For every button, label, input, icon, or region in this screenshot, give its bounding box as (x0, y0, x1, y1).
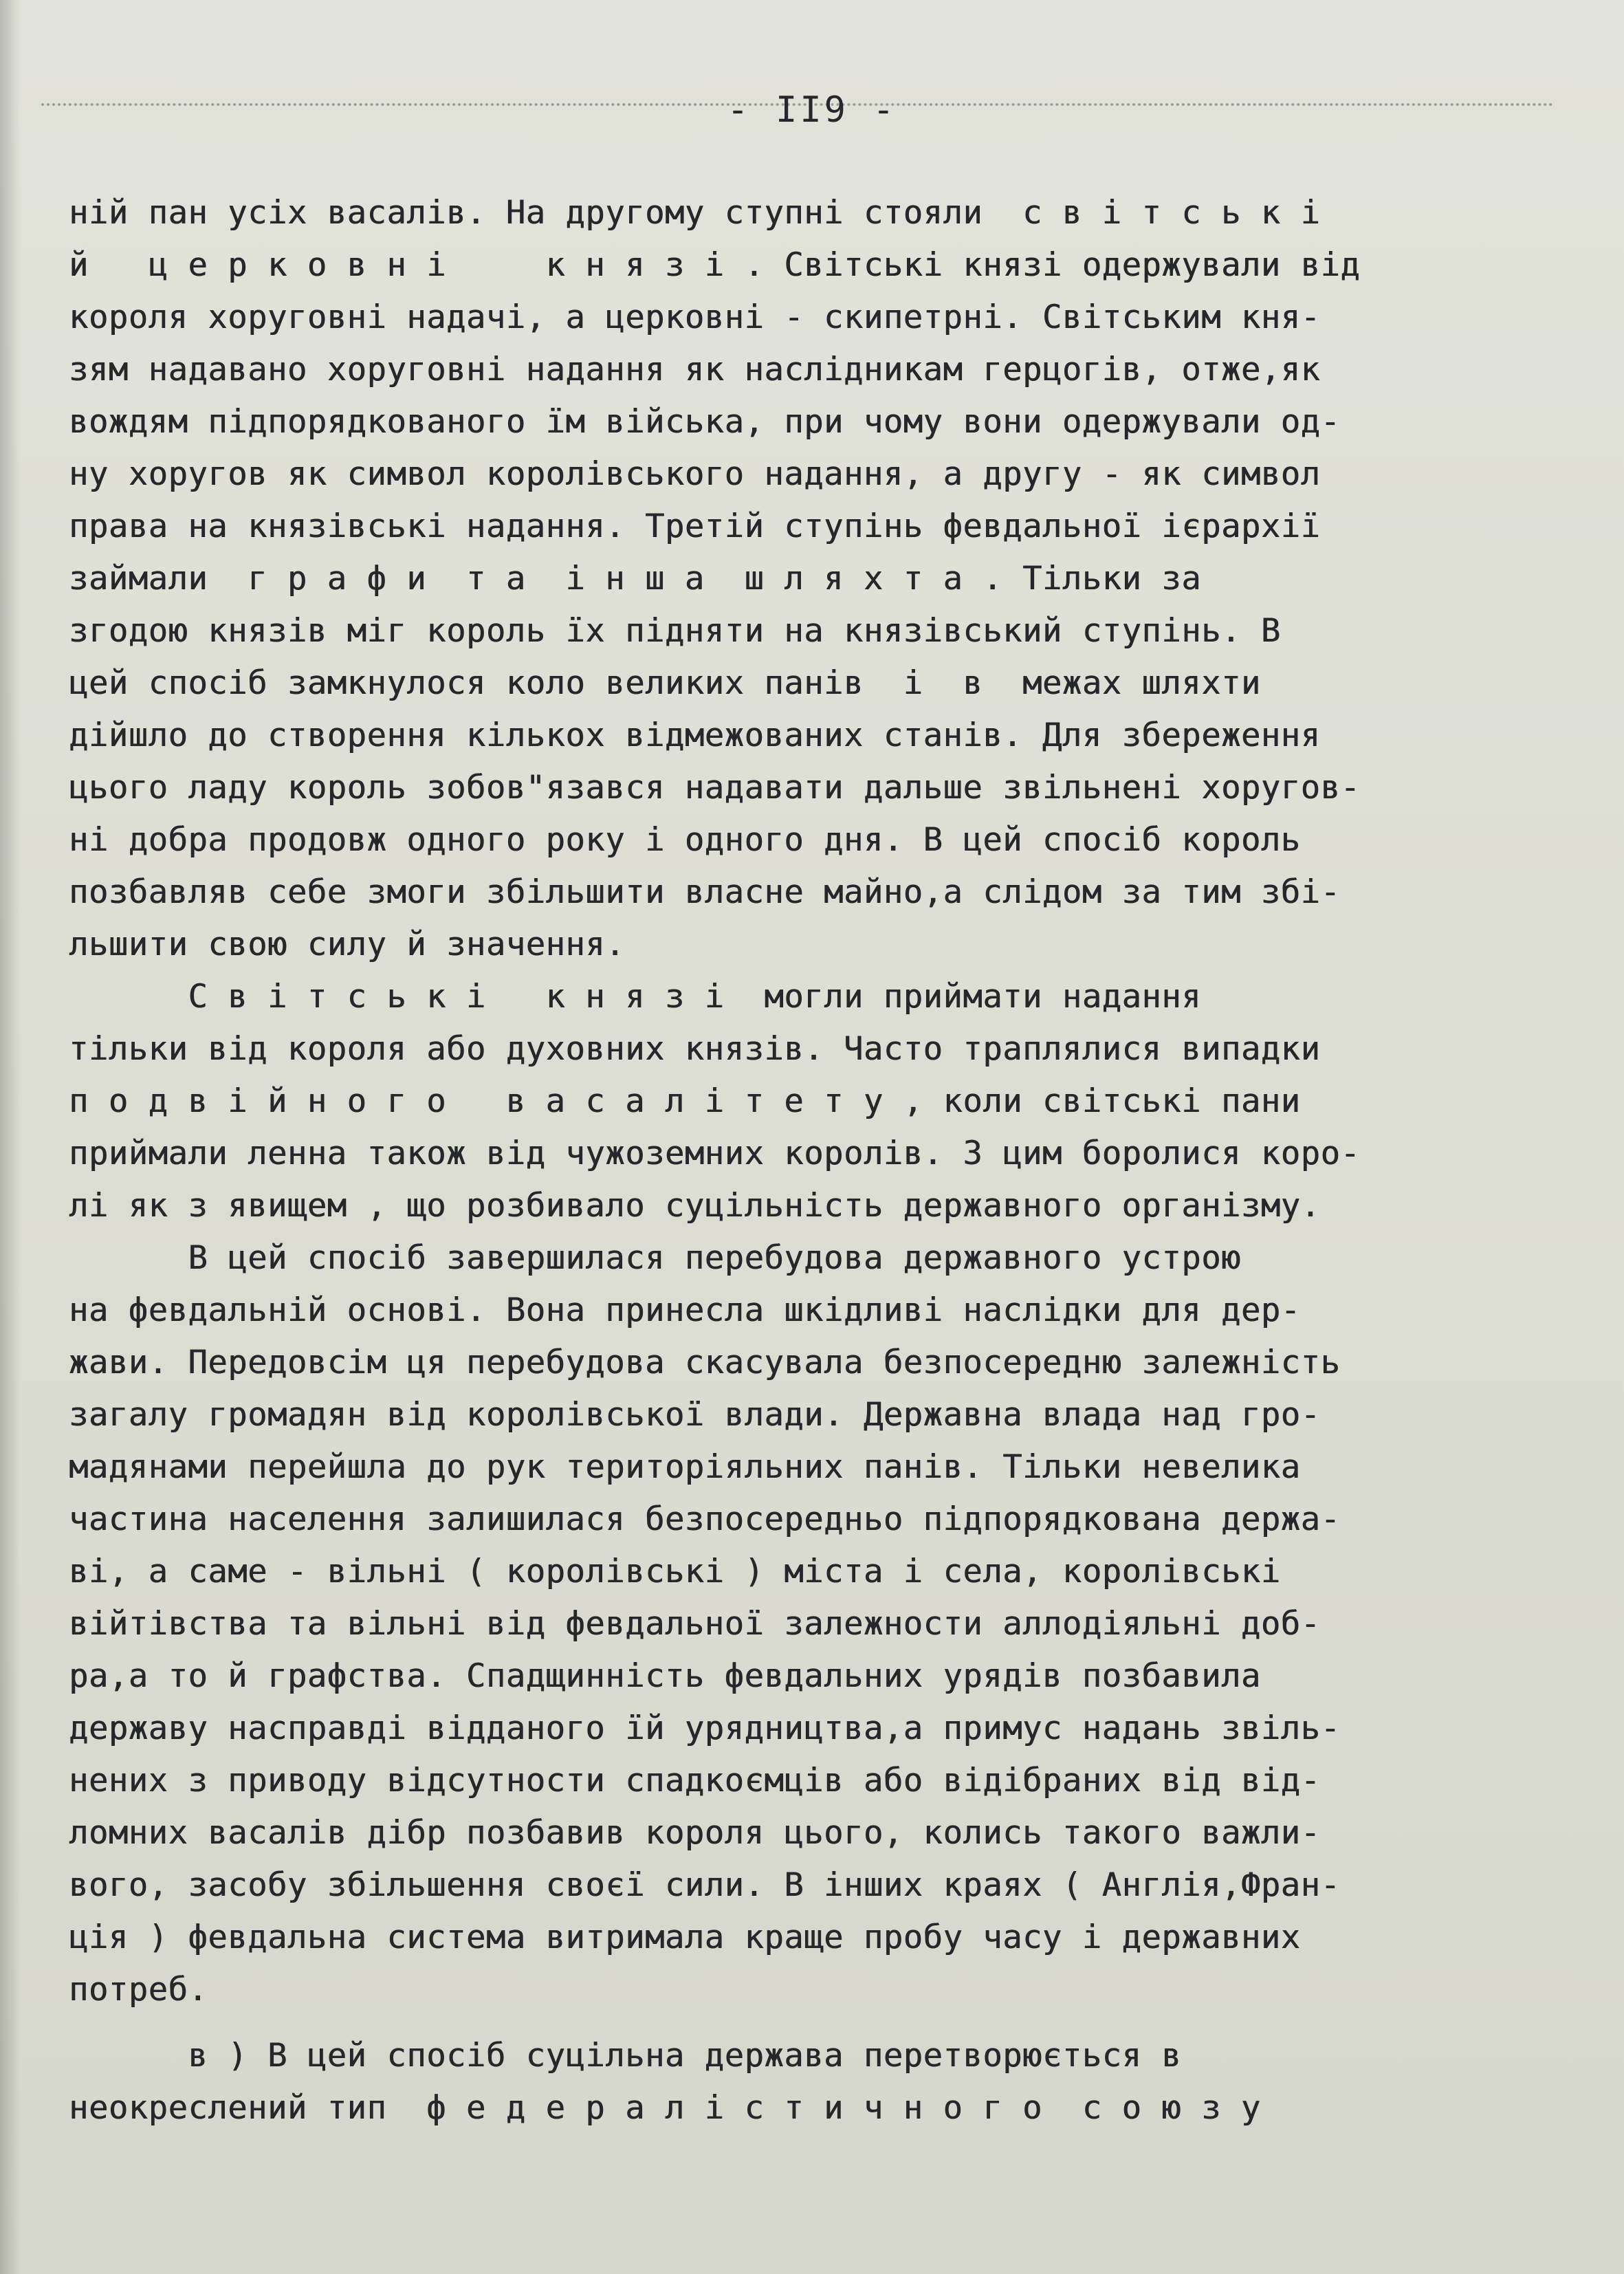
text-line: ві, а саме - вільні ( королівські ) міста і села, королівські (69, 1553, 1281, 1590)
text-line: ні добра продовж одного року і одного дня. В цей спосіб король (69, 821, 1301, 859)
text-line: права на князівські надання. Третій ступінь февдальної ієрархії (69, 507, 1321, 545)
text-line: ція ) февдальна система витримала краще пробу часу і державних (69, 1918, 1301, 1956)
text-line: загалу громадян від королівської влади. Державна влада над гро- (69, 1396, 1321, 1434)
text-line: війтівства та вільні від февдальної залежности аллодіяльні доб- (69, 1605, 1321, 1643)
text-line: В цей спосіб завершилася перебудова державного устрою (69, 1239, 1241, 1277)
text-line: жави. Передовсім ця перебудова скасувала безпосередню залежність (69, 1344, 1341, 1381)
text-line: тільки від короля або духовних князів. Часто траплялися випадки (69, 1030, 1321, 1068)
text-line: потреб. (69, 1971, 208, 2009)
text-line: нених з приводу відсутности спадкоємців або відібраних від від- (69, 1762, 1321, 1800)
text-line: короля хоруговні надачі, а церковні - скипетрні. Світським кня- (69, 298, 1321, 336)
text-line: льшити свою силу й значення. (69, 926, 626, 963)
text-line: цього ладу король зобов"язався надавати дальше звільнені хоругов- (69, 769, 1361, 807)
text-line: ра,а то й графства. Спадщинність февдальних урядів позбавила (69, 1657, 1261, 1695)
text-line: займали г р а ф и т а і н ш а ш л я х т а . Тільки за (69, 560, 1202, 598)
text-line: ну хоругов як символ королівського надання, а другу - як символ (69, 455, 1321, 493)
text-line: ломних васалів дібр позбавив короля цього, колись такого важли- (69, 1814, 1321, 1852)
text-line: державу насправді відданого їй урядництва,а примус надань звіль- (69, 1709, 1341, 1747)
text-line: мадянами перейшла до рук територіяльних панів. Тільки невелика (69, 1448, 1301, 1486)
text-line: С в і т с ь к і к н я з і могли приймати надання (69, 978, 1202, 1016)
text-line: лі як з явищем , що розбивало суцільність державного організму. (69, 1187, 1321, 1225)
text-line: й ц е р к о в н і к н я з і . Світські князі одержували від (69, 246, 1361, 284)
text-line: позбавляв себе змоги збільшити власне майно,а слідом за тим збі- (69, 873, 1341, 911)
text-line: в ) В цей спосіб суцільна держава перетворюється в (69, 2037, 1182, 2075)
text-line: ній пан усіх васалів. На другому ступні стояли с в і т с ь к і (69, 194, 1321, 232)
text-line: цей спосіб замкнулося коло великих панів і в межах шляхти (69, 664, 1261, 702)
text-line: на февдальній основі. Вона принесла шкідливі наслідки для дер- (69, 1291, 1301, 1329)
text-line: вождям підпорядкованого їм війська, при чому вони одержували од- (69, 403, 1341, 441)
text-line: вого, засобу збільшення своєї сили. В інших краях ( Англія,Фран- (69, 1866, 1341, 1904)
text-line: частина населення залишилася безпосередньо підпорядкована держа- (69, 1500, 1341, 1538)
text-line: приймали ленна також від чужоземних королів. З цим боролися коро- (69, 1135, 1361, 1172)
page-number: - II9 - (727, 89, 897, 131)
text-line: неокреслений тип ф е д е р а л і с т и ч н о г о с о ю з у (69, 2089, 1261, 2127)
text-line: згодою князів міг король їх підняти на князівський ступінь. В (69, 612, 1281, 650)
text-line: дійшло до створення кількох відмежованих станів. Для збереження (69, 717, 1321, 754)
text-line: п о д в і й н о г о в а с а л і т е т у , коли світські пани (69, 1082, 1301, 1120)
text-line: зям надавано хоруговні надання як наслідникам герцогів, отже,як (69, 351, 1321, 389)
